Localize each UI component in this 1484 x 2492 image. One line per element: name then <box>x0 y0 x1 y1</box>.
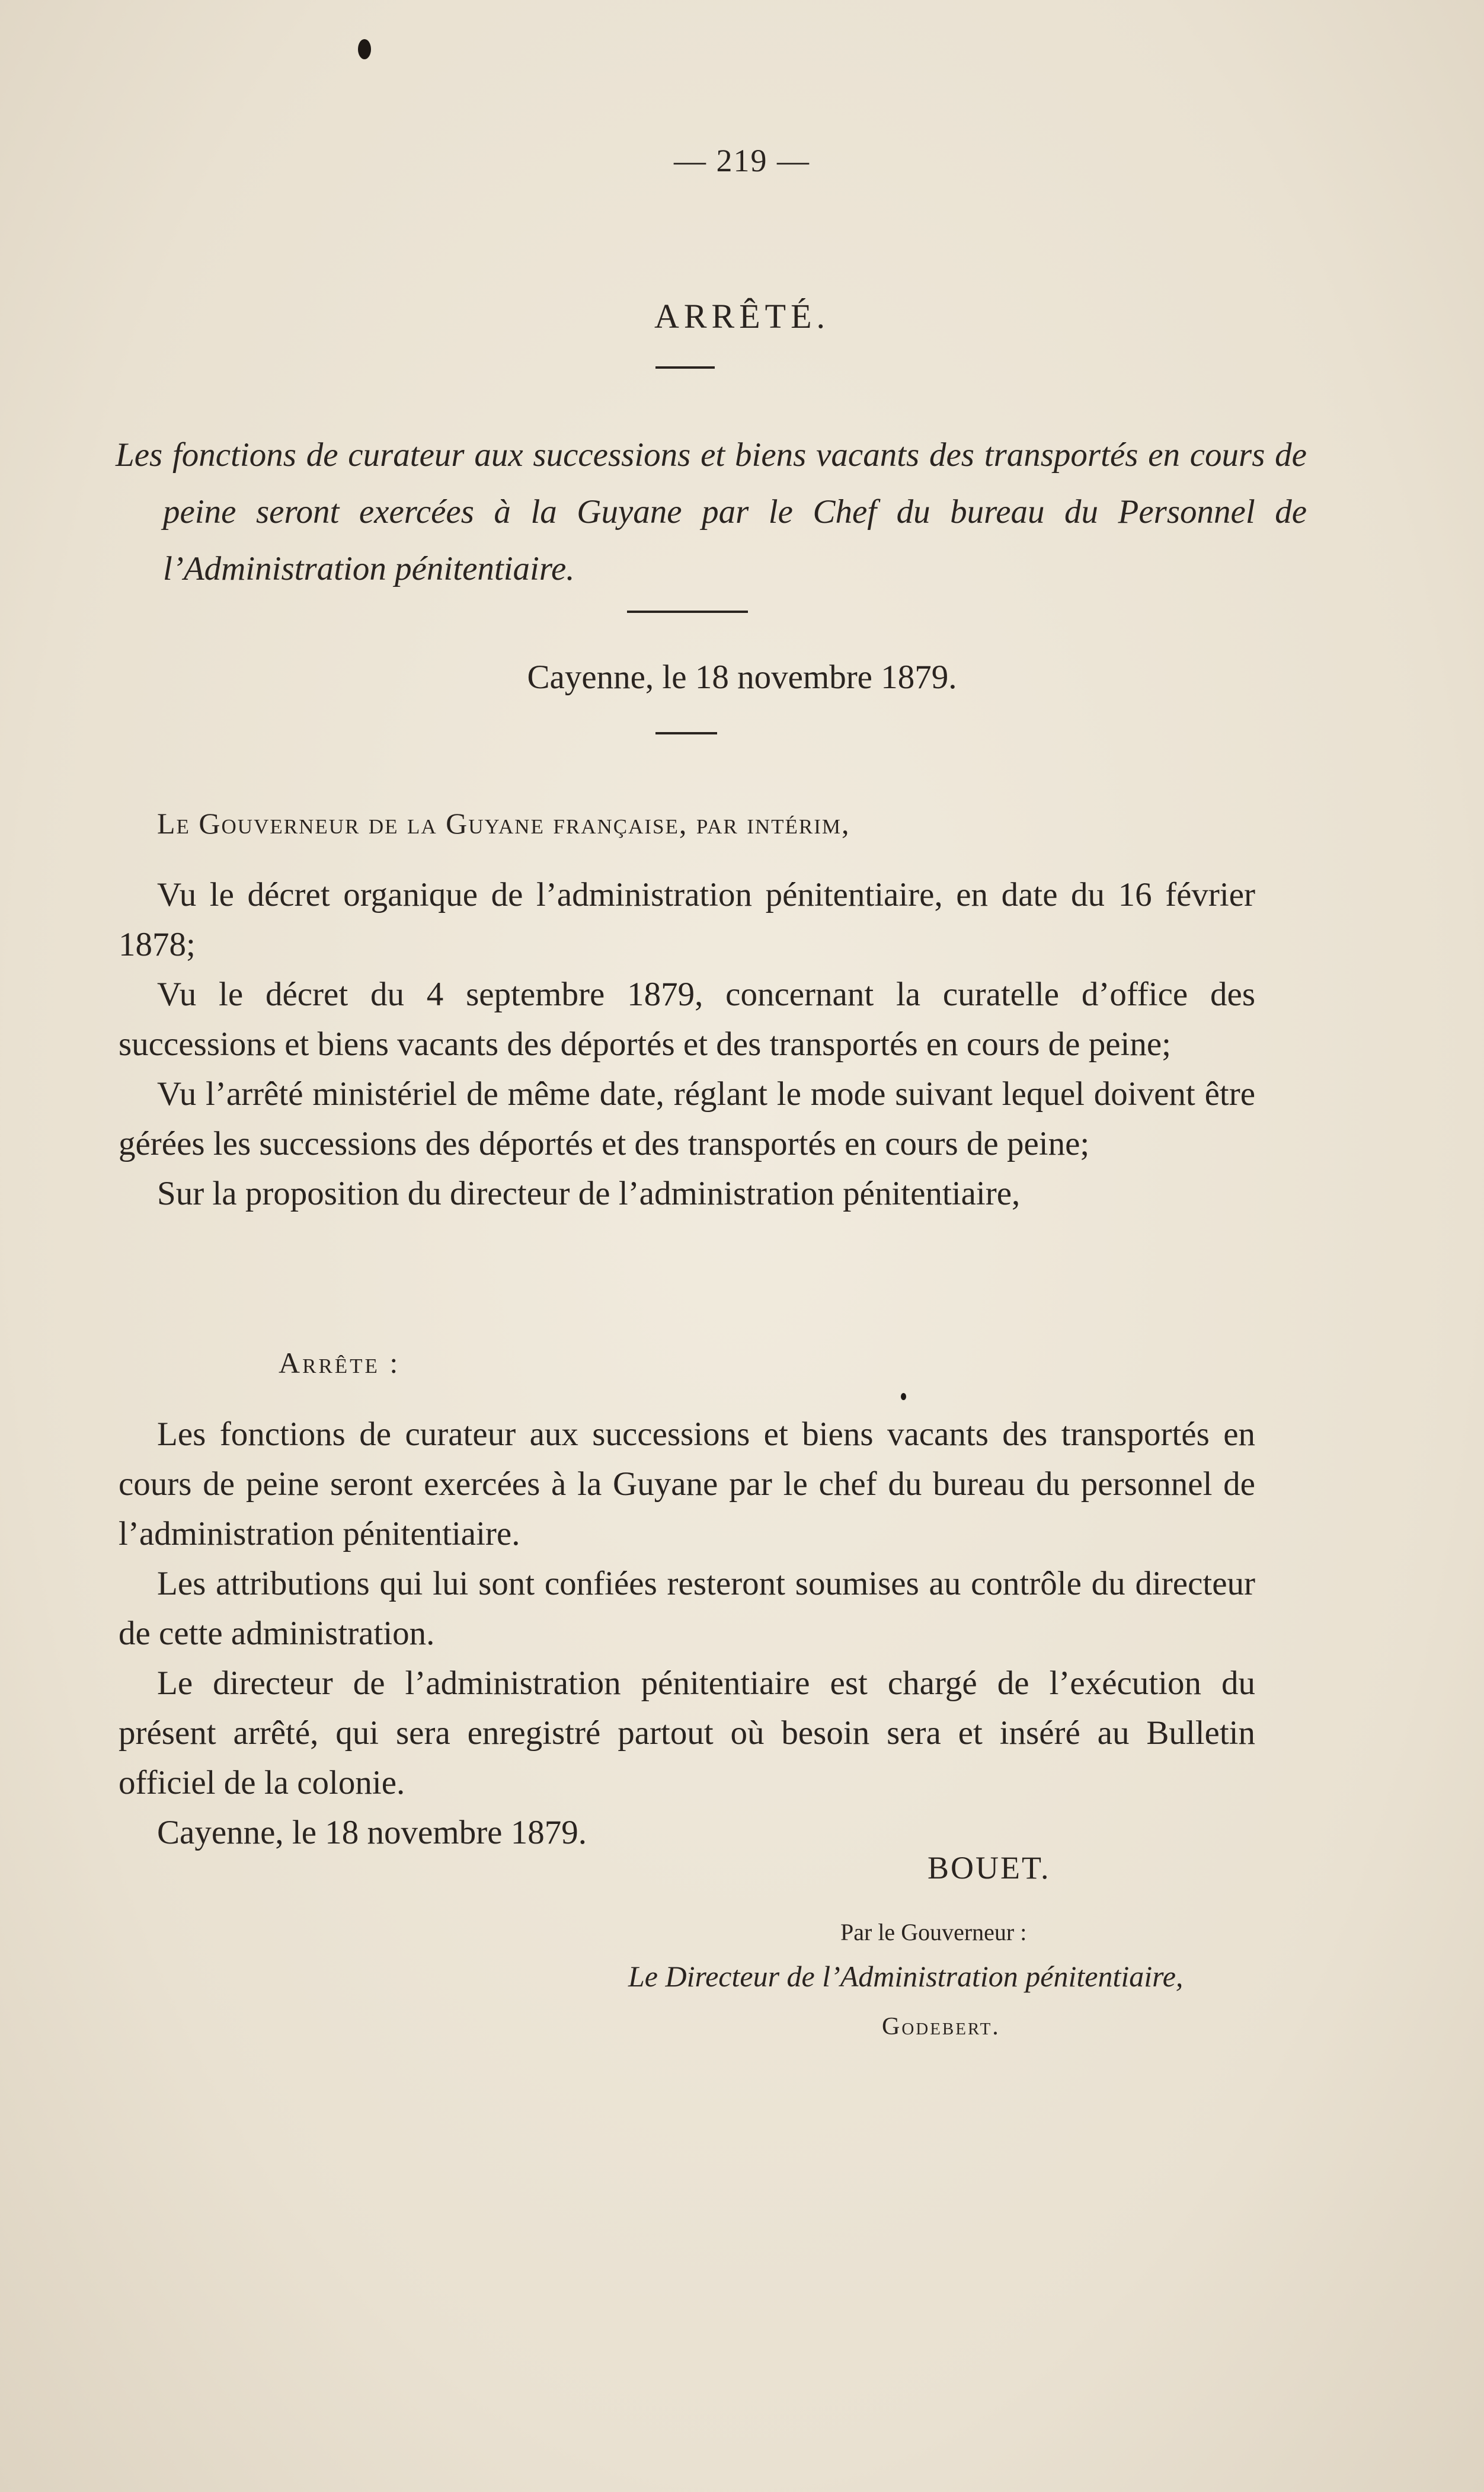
decree-title: ARRÊTÉ. <box>654 297 830 336</box>
articles <box>119 1410 1255 1858</box>
considerants <box>119 870 1255 1219</box>
place-date: Cayenne, le 18 novembre 1879. <box>527 659 957 696</box>
authority-line: Le Gouverneur de la Guyane française, par intérim, <box>157 807 850 840</box>
governor-signature: BOUET. <box>928 1850 1051 1886</box>
considerant: Vu l’arrêté ministériel de même date, réglant le mode suivant lequel doivent être gérées les successions des déportés et des transportés en cours de peine; <box>119 1075 1255 1162</box>
director-signature: Godebert. <box>882 2013 1000 2040</box>
arrete-label: Arrête : <box>279 1346 401 1379</box>
par-le-gouverneur: Par le Gouverneur : <box>840 1919 1027 1945</box>
ink-spot <box>358 39 371 59</box>
ink-speck <box>901 1393 906 1400</box>
considerant: Sur la proposition du directeur de l’administration pénitentiaire, <box>157 1175 1021 1212</box>
title-rule <box>655 366 715 369</box>
director-title: Le Directeur de l’Administration pénitentiaire, <box>628 1960 1184 1993</box>
article: Les attributions qui lui sont confiées resteront soumises au contrôle du directeur de cette administration. <box>119 1565 1255 1652</box>
article: Les fonctions de curateur aux successions et biens vacants des transportés en cours de peine seront exercées à la Guyane par le chef du bureau du personnel de l’administration pénitentiaire. <box>119 1416 1255 1552</box>
summary-rule <box>627 611 748 613</box>
page-number: — 219 — <box>674 143 810 178</box>
decree-summary: Les fonctions de curateur aux successions et biens vacants des transportés en cours de peine seront exercées à la Guyane par le Chef du bureau du Personnel de l’Administration pénitentiaire. <box>116 436 1307 587</box>
closing-date: Cayenne, le 18 novembre 1879. <box>157 1814 587 1851</box>
article: Le directeur de l’administration pénitentiaire est chargé de l’exécution du présent arrêté, qui sera enregistré partout où besoin sera et inséré au Bulletin officiel de la colonie. <box>119 1664 1255 1801</box>
considerant: Vu le décret du 4 septembre 1879, concernant la curatelle d’office des successions et biens vacants des déportés et des transportés en cours de peine; <box>119 976 1255 1063</box>
considerant: Vu le décret organique de l’administration pénitentiaire, en date du 16 février 1878; <box>119 876 1255 963</box>
date-rule <box>655 732 717 734</box>
